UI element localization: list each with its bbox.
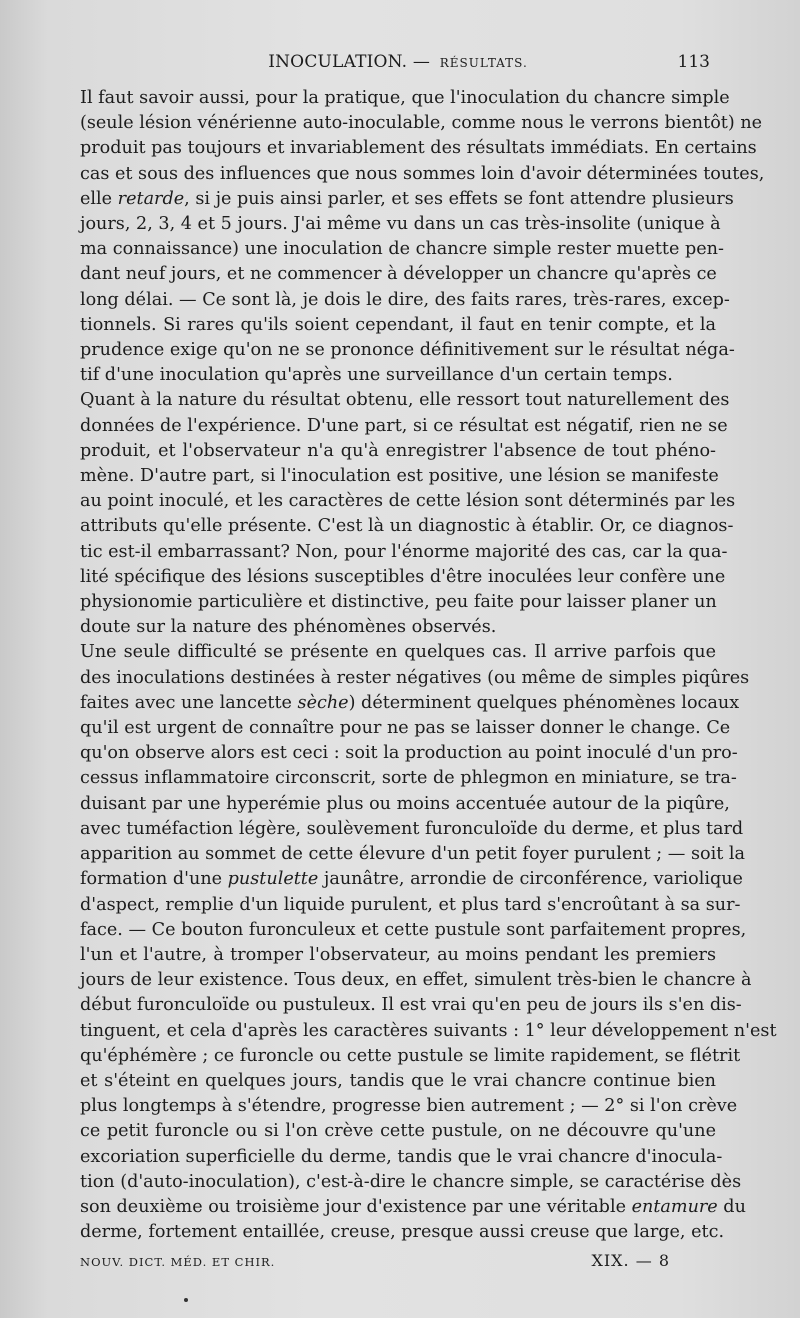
italic-term: entamure [631, 1196, 718, 1217]
text-line: excoriation superficielle du derme, tandis que le vrai chancre d'inocula- [80, 1146, 723, 1167]
text-line: apparition au sommet de cette élevure d'un petit foyer purulent ; — soit la [80, 844, 745, 865]
italic-term: retarde [117, 188, 185, 209]
text-line: physionomie particulière et distinctive, peu faite pour laisser planer un [80, 592, 717, 613]
text-line: ma connaissance) une inoculation de chancre simple rester muette pen- [80, 239, 724, 260]
running-title-main: INOCULATION. [268, 52, 408, 72]
text-line: long délai. — Ce sont là, je dois le dire, des faits rares, très-rares, excep- [80, 289, 730, 310]
text-line: formation d'une pustulette jaunâtre, arrondie de circonférence, variolique [80, 869, 743, 890]
text-line: produit, et l'observateur n'a qu'à enregistrer l'absence de tout phéno- [80, 440, 716, 461]
text-line: prudence exige qu'on ne se prononce définitivement sur le résultat néga- [80, 340, 735, 361]
text-line: tic est-il embarrassant? Non, pour l'énorme majorité des cas, car la qua- [80, 541, 728, 562]
text-line: Quant à la nature du résultat obtenu, elle ressort tout naturellement des [80, 390, 730, 411]
paragraph [80, 86, 765, 388]
text-line: des inoculations destinées à rester négatives (ou même de simples piqûres [80, 667, 750, 688]
text-line: tif d'une inoculation qu'après une surveillance d'un certain temps. [80, 365, 673, 386]
text-line: elle retarde, si je puis ainsi parler, et ses effets se font attendre plusieurs [80, 188, 734, 209]
text-line: tion (d'auto-inoculation), c'est-à-dire le chancre simple, se caractérise dès [80, 1171, 742, 1192]
footer-signature: NOUV. DICT. MÉD. ET CHIR. [80, 1255, 276, 1269]
running-head [80, 50, 716, 80]
text-line: Une seule difficulté se présente en quelques cas. Il arrive parfois que [80, 642, 716, 663]
text-line: début furonculoïde ou pustuleux. Il est vrai qu'en peu de jours ils s'en dis- [80, 995, 742, 1016]
text-line: jours, 2, 3, 4 et 5 jours. J'ai même vu dans un cas très-insolite (unique à [80, 214, 721, 235]
paragraph [80, 640, 777, 1245]
text-line: qu'il est urgent de connaître pour ne pas se laisser donner le change. Ce [80, 718, 731, 739]
footer-sheet-number: XIX. — 8 [591, 1251, 670, 1270]
text-line: cas et sous des influences que nous sommes loin d'avoir déterminées toutes, [80, 163, 765, 184]
text-line: attributs qu'elle présente. C'est là un diagnostic à établir. Or, ce diagnos- [80, 516, 734, 537]
text-line: l'un et l'autre, à tromper l'observateur, au moins pendant les premiers [80, 944, 716, 965]
text-line: (seule lésion vénérienne auto-inoculable, comme nous le verrons bientôt) ne [80, 113, 763, 134]
text-line: mène. D'autre part, si l'inoculation est positive, une lésion se manifeste [80, 466, 719, 487]
text-line: Il faut savoir aussi, pour la pratique, que l'inoculation du chancre simple [80, 88, 730, 108]
paragraph [80, 388, 736, 640]
text-line: ce petit furoncle ou si l'on crève cette pustule, on ne découvre qu'une [80, 1121, 716, 1142]
running-title-subtitle: RÉSULTATS. [439, 56, 528, 70]
text-line: données de l'expérience. D'une part, si ce résultat est négatif, rien ne se [80, 415, 728, 436]
text-line: doute sur la nature des phénomènes observés. [80, 617, 497, 638]
text-line: cessus inflammatoire circonscrit, sorte de phlegmon en miniature, se tra- [80, 768, 737, 789]
text-line: qu'éphémère ; ce furoncle ou cette pustule se limite rapidement, se flétrit [80, 1045, 741, 1066]
body-text [80, 86, 777, 1245]
text-line: face. — Ce bouton furonculeux et cette pustule sont parfaitement propres, [80, 919, 747, 940]
running-title [80, 52, 716, 72]
text-line: tinguent, et cela d'après les caractères suivants : 1° leur développement n'est [80, 1020, 777, 1041]
italic-term: sèche [297, 692, 349, 713]
page-footer [80, 1251, 716, 1273]
page-number: 113 [677, 52, 710, 72]
text-line: et s'éteint en quelques jours, tandis que le vrai chancre continue bien [80, 1070, 716, 1091]
text-line: lité spécifique des lésions susceptibles d'être inoculées leur confère une [80, 566, 726, 587]
text-line: d'aspect, remplie d'un liquide purulent, et plus tard s'encroûtant à sa sur- [80, 894, 741, 915]
text-line: duisant par une hyperémie plus ou moins accentuée autour de la piqûre, [80, 793, 730, 814]
italic-term: pustulette [227, 869, 319, 890]
text-line: tionnels. Si rares qu'ils soient cependant, il faut en tenir compte, et la [80, 314, 716, 335]
text-line: son deuxième ou troisième jour d'existence par une véritable entamure du [80, 1196, 746, 1217]
text-line: produit pas toujours et invariablement des résultats immédiats. En certains [80, 138, 757, 159]
ink-speck [184, 1298, 188, 1302]
text-line: dant neuf jours, et ne commencer à développer un chancre qu'après ce [80, 264, 717, 285]
text-line: au point inoculé, et les caractères de cette lésion sont déterminés par les [80, 491, 736, 512]
text-line: jours de leur existence. Tous deux, en effet, simulent très-bien le chancre à [80, 970, 752, 991]
text-line: derme, fortement entaillée, creuse, presque aussi creuse que large, etc. [80, 1222, 725, 1243]
running-title-dash: — [412, 52, 431, 72]
text-line: plus longtemps à s'étendre, progresse bien autrement ; — 2° si l'on crève [80, 1096, 738, 1117]
text-line: avec tuméfaction légère, soulèvement furonculoïde du derme, et plus tard [80, 818, 744, 839]
text-line: qu'on observe alors est ceci : soit la production au point inoculé d'un pro- [80, 743, 738, 764]
text-line: faites avec une lancette sèche) déterminent quelques phénomènes locaux [80, 692, 740, 713]
